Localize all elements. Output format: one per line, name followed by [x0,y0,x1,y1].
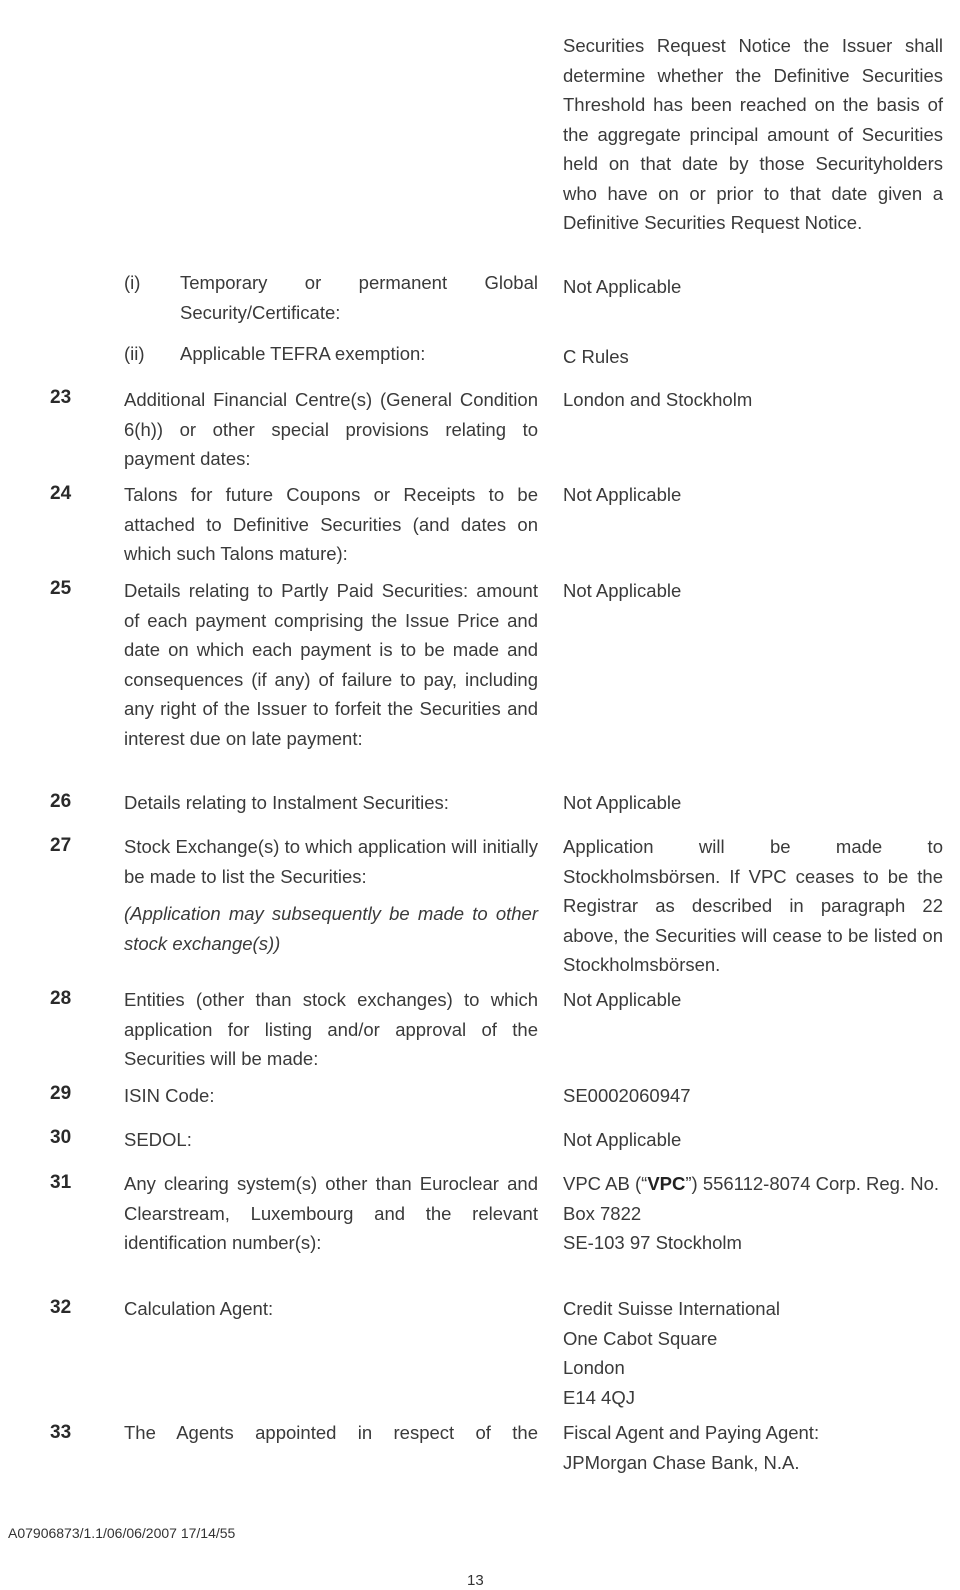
item-label: Entities (other than stock exchanges) to which application for listing and/or approval of the Securities will be made: [124,989,538,1069]
sub-item-i-value: Not Applicable [563,276,682,297]
sub-item-ii-label: Applicable TEFRA exemption: [180,343,426,364]
item-label: Details relating to Partly Paid Securities: amount of each payment comprising the Issue Price and date on which each payment is to be made and consequences (if any) of failure to pay, including any right of the Issuer to forfeit the Securities and interest due on late payment: [124,580,538,749]
item-value: Not Applicable [563,580,682,601]
item-number: 31 [50,1172,72,1193]
item-value: Not Applicable [563,1129,682,1150]
item-value-line: JPMorgan Chase Bank, N.A. [563,1451,800,1473]
item-number: 29 [50,1083,72,1104]
item-value: Not Applicable [563,484,682,505]
sub-item-ii-value: C Rules [563,346,629,367]
sub-item-i-label: Temporary or permanent Global Security/Certificate: [180,272,538,323]
item-label-note: (Application may subsequently be made to other stock exchange(s)) [124,903,538,954]
item-value [563,1418,943,1477]
item-value [563,1294,943,1412]
item-label: SEDOL: [124,1129,192,1150]
item-value: Not Applicable [563,989,682,1010]
item-value-line: One Cabot Square [563,1327,718,1349]
item-value [563,1169,943,1258]
page-number: 13 [467,1572,484,1589]
document-reference: A07906873/1.1/06/06/2007 17/14/55 [8,1525,236,1541]
item-label: Any clearing system(s) other than Euroclear and Clearstream, Luxembourg and the relevant identification number(s): [124,1173,538,1253]
item-value-text: ”) 556112-8074 Corp. Reg. No. [685,1173,940,1194]
item-number: 25 [50,578,72,599]
item-value-text: VPC AB (“ [563,1173,648,1194]
item-label: ISIN Code: [124,1085,215,1106]
item-number: 30 [50,1127,72,1148]
item-number: 27 [50,835,72,856]
item-label: Calculation Agent: [124,1298,274,1319]
item-number: 32 [50,1297,72,1318]
item-value-line: Fiscal Agent and Paying Agent: [563,1422,820,1443]
item-value: Application will be made to Stockholmsbörsen. If VPC ceases to be the Registrar as described in paragraph 22 above, the Securities will cease to be listed on Stockholmsbörsen. [563,836,943,975]
sub-item-ii-numeral: (ii) [124,343,145,364]
item-label: Additional Financial Centre(s) (General Condition 6(h)) or other special provisions relating to payment dates: [124,389,538,469]
item-value: SE0002060947 [563,1085,691,1106]
item-number: 28 [50,988,72,1009]
item-value-line: Credit Suisse International [563,1298,780,1319]
item-label: Talons for future Coupons or Receipts to be attached to Definitive Securities (and dates on which such Talons mature): [124,484,538,564]
continuation-text: Securities Request Notice the Issuer shall determine whether the Definitive Securities Threshold has been reached on the basis of the aggregate principal amount of Securities held on that date by those Securityholders who have on or prior to that date given a Definitive Securities Request Notice. [563,35,943,233]
item-number: 23 [50,387,72,408]
item-number: 26 [50,791,72,812]
item-label: The Agents appointed in respect of the [124,1422,538,1443]
item-label: Details relating to Instalment Securities: [124,792,449,813]
item-value-bold: VPC [647,1173,686,1194]
item-value-line: E14 4QJ [563,1386,635,1408]
sub-item-i-numeral: (i) [124,272,141,293]
item-label: Stock Exchange(s) to which application will initially be made to list the Securities: [124,836,538,887]
item-value-line: SE-103 97 Stockholm [563,1232,742,1253]
item-number: 24 [50,483,72,504]
item-value-line: London [563,1357,625,1378]
item-value-line: Box 7822 [563,1202,642,1224]
item-value: London and Stockholm [563,389,753,410]
item-number: 33 [50,1422,72,1443]
item-value: Not Applicable [563,792,682,813]
